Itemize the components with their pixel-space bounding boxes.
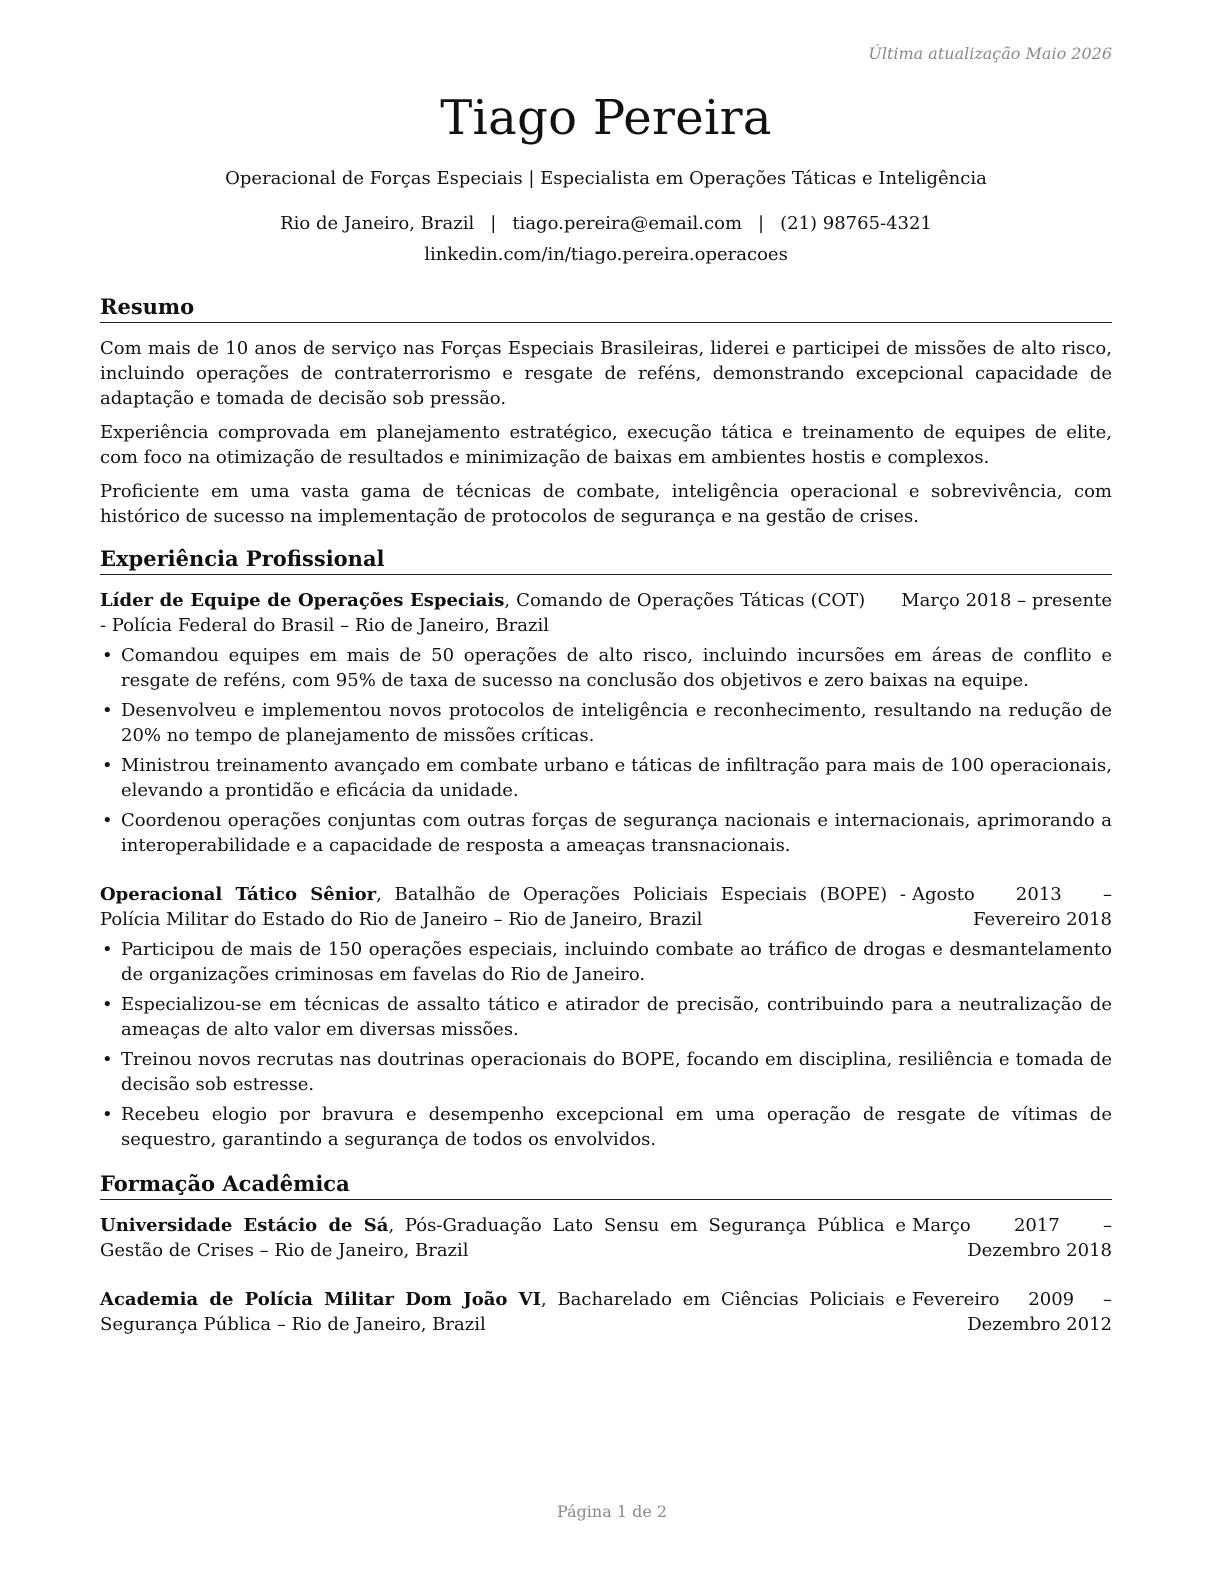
list-item: • Especializou-se em técnicas de assalto tático e atirador de precisão, contribuindo para a neutralização de ameaças de alto valor em diversas missões.: [100, 992, 1112, 1042]
section-title-summary: Resumo: [100, 293, 1112, 323]
education-entry: [100, 1287, 1112, 1337]
education-school: Academia de Polícia Militar Dom João VI: [100, 1289, 542, 1310]
contact-separator: |: [758, 213, 765, 234]
education-entry: [100, 1213, 1112, 1263]
job-bullets: [100, 937, 1112, 1152]
education-school: Universidade Estácio de Sá: [100, 1215, 389, 1236]
list-item: • Desenvolveu e implementou novos protocolos de inteligência e reconhecimento, resultando na redução de 20% no tempo de planejamento de missões críticas.: [100, 698, 1112, 748]
education-section: [100, 1170, 1112, 1337]
education-degree: , Pós-Graduação Lato Sensu em Segurança Pública e Gestão de Crises – Rio de Janeiro, Brazil: [100, 1215, 906, 1261]
headline: Operacional de Forças Especiais | Especialista em Operações Táticas e Inteligência: [225, 168, 987, 189]
last-updated: Última atualização Maio 2026: [868, 44, 1112, 63]
section-title-education: Formação Acadêmica: [100, 1170, 1112, 1200]
job-dates: Março 2018 – presente: [901, 590, 1112, 611]
list-item: • Treinou novos recrutas nas doutrinas operacionais do BOPE, focando em disciplina, resiliência e tomada de decisão sob estresse.: [100, 1047, 1112, 1097]
contact-separator: |: [490, 213, 497, 234]
job-header: [100, 882, 1112, 932]
education-dates: Fevereiro 2009 – Dezembro 2012: [912, 1289, 1112, 1335]
summary-paragraph: Experiência comprovada em planejamento estratégico, execução tática e treinamento de equipes de elite, com foco na otimização de resultados e minimização de baixas em ambientes hostis e complexos.: [100, 422, 1112, 468]
candidate-name: Tiago Pereira: [440, 90, 772, 146]
education-degree: , Bacharelado em Ciências Policiais e Segurança Pública – Rio de Janeiro, Brazil: [100, 1289, 906, 1335]
list-item: • Ministrou treinamento avançado em combate urbano e táticas de infiltração para mais de 100 operacionais, elevando a prontidão e eficácia da unidade.: [100, 753, 1112, 803]
contact-email[interactable]: tiago.pereira@email.com: [512, 213, 743, 234]
contact-location: Rio de Janeiro, Brazil: [280, 213, 475, 234]
contact-linkedin[interactable]: linkedin.com/in/tiago.pereira.operacoes: [424, 244, 788, 265]
list-item: • Recebeu elogio por bravura e desempenho excepcional em uma operação de resgate de vítimas de sequestro, garantindo a segurança de todos os envolvidos.: [100, 1102, 1112, 1152]
contact-line: [100, 213, 1112, 234]
summary-paragraph: Proficiente em uma vasta gama de técnicas de combate, inteligência operacional e sobrevivência, com histórico de sucesso na implementação de protocolos de segurança e na gestão de crises.: [100, 481, 1112, 527]
job-entry: [100, 882, 1112, 1152]
job-header: [100, 588, 1112, 638]
experience-section: [100, 545, 1112, 1152]
education-dates: Março 2017 – Dezembro 2018: [912, 1215, 1112, 1261]
job-org: , Batalhão de Operações Policiais Especiais (BOPE) - Polícia Militar do Estado do Rio de Janeiro – Rio de Janeiro, Brazil: [100, 884, 906, 930]
job-entry: [100, 588, 1112, 858]
contact-phone: (21) 98765-4321: [780, 213, 932, 234]
page-number: Página 1 de 2: [556, 1502, 668, 1521]
job-role: Líder de Equipe de Operações Especiais: [100, 590, 505, 611]
summary-paragraph: Com mais de 10 anos de serviço nas Forças Especiais Brasileiras, liderei e participei de missões de alto risco, incluindo operações de contraterrorismo e resgate de reféns, demonstrando excepcional capacidade de adaptação e tomada de decisão sob pressão.: [100, 338, 1112, 409]
list-item: • Comandou equipes em mais de 50 operações de alto risco, incluindo incursões em áreas de conflito e resgate de reféns, com 95% de taxa de sucesso na conclusão dos objetivos e zero baixas na equipe.: [100, 643, 1112, 693]
job-bullets: [100, 643, 1112, 858]
job-org: , Comando de Operações Táticas (COT) - Polícia Federal do Brasil – Rio de Janeiro, Brazil: [100, 590, 866, 636]
section-title-experience: Experiência Profissional: [100, 545, 1112, 575]
job-dates: Agosto 2013 – Fevereiro 2018: [912, 884, 1112, 930]
summary-section: [100, 293, 1112, 529]
job-role: Operacional Tático Sênior: [100, 884, 377, 905]
list-item: • Coordenou operações conjuntas com outras forças de segurança nacionais e internacionais, aprimorando a interoperabilidade e a capacidade de resposta a ameaças transnacionais.: [100, 808, 1112, 858]
list-item: • Participou de mais de 150 operações especiais, incluindo combate ao tráfico de drogas e desmantelamento de organizações criminosas em favelas do Rio de Janeiro.: [100, 937, 1112, 987]
